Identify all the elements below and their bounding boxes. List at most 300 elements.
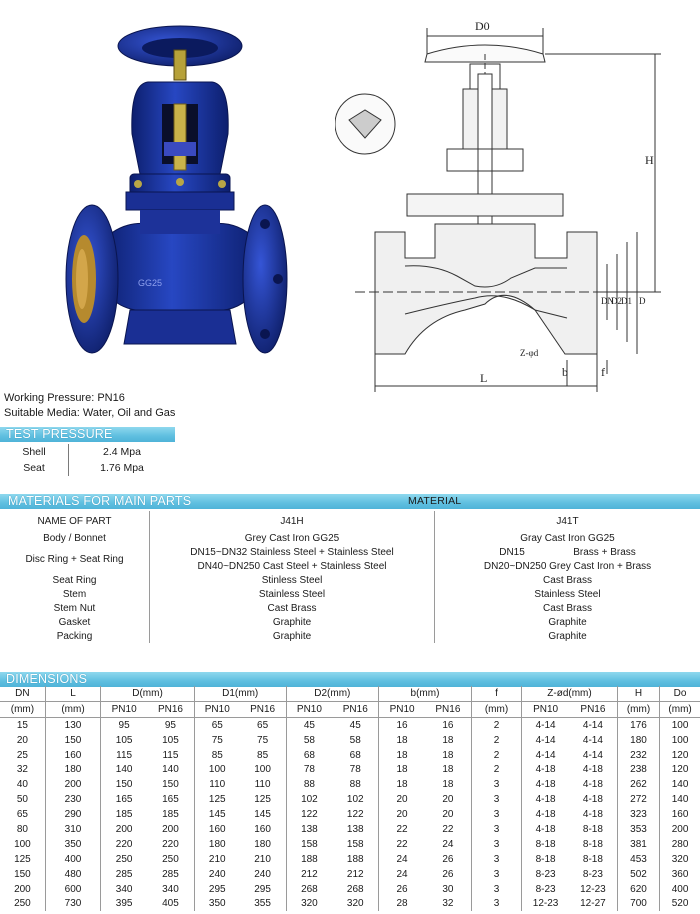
dim-cell: 2	[471, 733, 521, 748]
dim-cell: 310	[45, 822, 100, 837]
dimensions-row	[0, 822, 700, 837]
dim-subheader-cell: (mm)	[660, 701, 700, 717]
dim-cell: 240	[194, 867, 239, 882]
dim-cell: 58	[349, 734, 361, 746]
dim-cell: 158	[346, 838, 364, 850]
dim-cell: 280	[660, 837, 700, 852]
material-j41t-size: DN15	[499, 546, 525, 558]
dim-cell: 3	[471, 867, 521, 882]
dim-cell: 4-14	[522, 733, 569, 748]
dim-cell: 600	[45, 882, 100, 897]
dim-cell: 4-18	[522, 792, 569, 807]
dim-cell: 65	[194, 717, 239, 732]
drawing-label-f: f	[601, 365, 605, 379]
dimensions-row	[0, 896, 700, 911]
dim-cell: 18	[379, 777, 425, 792]
dim-cell: 180	[194, 837, 239, 852]
dim-cell: 8-18	[582, 853, 603, 865]
dim-cell: 26	[442, 853, 454, 865]
dim-cell: 285	[162, 868, 179, 880]
dimensions-row	[0, 867, 700, 882]
test-pressure-row	[0, 460, 175, 476]
dim-subheader-cell: PN10	[194, 701, 239, 717]
dimensions-row	[0, 882, 700, 897]
dim-cell: 12-23	[580, 883, 606, 895]
dim-cell: 250	[101, 852, 147, 867]
dim-cell: 165	[162, 794, 179, 806]
dimensions-row	[0, 852, 700, 867]
dim-cell: 16	[379, 717, 425, 732]
material-j41h: Stainless Steel	[150, 587, 435, 601]
dim-cell: 32	[442, 898, 454, 910]
dim-cell: 220	[101, 837, 147, 852]
material-j41h: Stinless Steel	[150, 573, 435, 587]
dim-cell: 340	[101, 882, 147, 897]
dim-cell: 212	[286, 867, 332, 882]
dim-cell: 58	[286, 733, 332, 748]
materials-header-row	[0, 511, 700, 531]
part-name: Stem	[0, 587, 150, 601]
dim-cell: 160	[194, 822, 239, 837]
dim-cell: 105	[101, 733, 147, 748]
dim-cell: 85	[257, 749, 269, 761]
material-header: MATERIAL	[408, 495, 462, 507]
dim-cell: 32	[16, 764, 28, 776]
dim-cell: 200	[162, 823, 179, 835]
dim-cell: 18	[442, 749, 454, 761]
dim-cell: 220	[162, 838, 179, 850]
dim-cell: 45	[286, 717, 332, 732]
dim-cell: 210	[254, 853, 271, 865]
dim-cell: 145	[194, 807, 239, 822]
dimensions-row	[0, 837, 700, 852]
dim-cell: 100	[14, 838, 31, 850]
dim-cell: 12-23	[522, 896, 569, 911]
material-j41h: Graphite	[150, 629, 435, 643]
dim-cell: 340	[162, 883, 179, 895]
dim-cell: 26	[379, 882, 425, 897]
dim-cell: 4-14	[582, 749, 603, 761]
col-z: Z-ød(mm)	[522, 686, 618, 701]
test-pressure-title: TEST PRESSURE	[6, 427, 113, 441]
dim-subheader-cell: PN16	[332, 701, 378, 717]
dim-cell: 700	[617, 896, 659, 911]
dim-cell: 160	[45, 748, 100, 763]
dimensions-row	[0, 748, 700, 763]
test-pressure-table	[0, 444, 175, 476]
dim-cell: 185	[101, 807, 147, 822]
dim-cell: 4-18	[582, 764, 603, 776]
dimensions-table	[0, 686, 700, 911]
dim-cell: 200	[101, 822, 147, 837]
dim-cell: 78	[286, 762, 332, 777]
dimensions-row	[0, 777, 700, 792]
dim-subheader-cell: (mm)	[471, 701, 521, 717]
dim-cell: 320	[660, 852, 700, 867]
drawing-label-l: L	[480, 371, 488, 385]
dim-cell: 520	[660, 896, 700, 911]
dim-subheader-cell: PN16	[240, 701, 286, 717]
dim-cell: 250	[162, 853, 179, 865]
dim-cell: 272	[617, 792, 659, 807]
dim-cell: 200	[45, 777, 100, 792]
materials-row	[0, 545, 700, 559]
dim-cell: 3	[471, 792, 521, 807]
dim-cell: 140	[660, 777, 700, 792]
dim-cell: 2	[471, 717, 521, 732]
dim-cell: 238	[617, 762, 659, 777]
dim-cell: 180	[45, 762, 100, 777]
dim-cell: 138	[286, 822, 332, 837]
dim-cell: 158	[286, 837, 332, 852]
dim-subheader-cell: (mm)	[0, 701, 45, 717]
dim-cell: 320	[346, 898, 364, 910]
dim-cell: 3	[471, 852, 521, 867]
drawing-label-d0: D0	[475, 19, 490, 33]
drawing-label-d1: D1	[621, 296, 632, 306]
dim-cell: 120	[660, 748, 700, 763]
dim-cell: 200	[14, 883, 31, 895]
part-name: Seat Ring	[0, 573, 150, 587]
tp-shell-value: 2.4 Mpa	[103, 446, 141, 458]
dim-cell: 24	[379, 867, 425, 882]
dim-cell: 95	[101, 717, 147, 732]
dim-cell: 75	[257, 734, 269, 746]
drawing-label-b: b	[562, 365, 568, 379]
col-b: b(mm)	[379, 686, 472, 701]
dim-cell: 320	[286, 896, 332, 911]
dim-cell: 45	[349, 719, 361, 731]
dim-cell: 18	[379, 762, 425, 777]
material-j41t: Graphite	[548, 616, 587, 628]
dim-cell: 3	[471, 822, 521, 837]
dim-cell: 18	[379, 733, 425, 748]
materials-row	[0, 531, 700, 545]
body-marking: GG25	[138, 278, 163, 288]
working-pressure-text: Working Pressure: PN16	[4, 392, 125, 404]
dim-cell: 4-14	[582, 719, 603, 731]
dim-cell: 110	[194, 777, 239, 792]
name-of-part-header: NAME OF PART	[0, 511, 150, 531]
dim-cell: 85	[194, 748, 239, 763]
dim-subheader-cell: (mm)	[45, 701, 100, 717]
material-j41t-pair	[437, 547, 698, 558]
dim-cell: 102	[346, 794, 364, 806]
dim-cell: 230	[45, 792, 100, 807]
dim-cell: 160	[660, 807, 700, 822]
part-name: Gasket	[0, 615, 150, 629]
tp-seat-value: 1.76 Mpa	[100, 462, 144, 474]
dim-cell: 20	[442, 794, 454, 806]
dim-cell: 24	[442, 838, 454, 850]
dim-cell: 4-18	[582, 809, 603, 821]
suitable-media-text: Suitable Media: Water, Oil and Gas	[4, 407, 176, 419]
dim-cell: 15	[16, 719, 28, 731]
material-j41h: DN40~DN250 Cast Steel + Stainless Steel	[150, 559, 435, 573]
dim-subheader-cell: PN16	[147, 701, 194, 717]
dim-cell: 323	[617, 807, 659, 822]
dim-cell: 268	[346, 883, 364, 895]
dim-cell: 381	[617, 837, 659, 852]
dim-cell: 18	[442, 764, 454, 776]
dim-cell: 75	[194, 733, 239, 748]
model-j41h: J41H	[150, 511, 435, 531]
dim-cell: 150	[45, 733, 100, 748]
materials-row	[0, 615, 700, 629]
col-d2: D2(mm)	[286, 686, 379, 701]
dim-cell: 78	[349, 764, 361, 776]
dim-cell: 2	[471, 748, 521, 763]
dim-cell: 4-18	[522, 777, 569, 792]
material-j41h: Graphite	[150, 615, 435, 629]
dim-cell: 360	[660, 867, 700, 882]
part-name: Disc Ring + Seat Ring	[0, 545, 150, 573]
drawing-label-d2: D2	[611, 296, 622, 306]
dim-cell: 18	[442, 734, 454, 746]
dim-cell: 140	[660, 792, 700, 807]
drawing-label-z: Z-φd	[520, 348, 539, 358]
dim-cell: 95	[164, 719, 176, 731]
dim-cell: 502	[617, 867, 659, 882]
dim-cell: 295	[254, 883, 271, 895]
dim-cell: 65	[257, 719, 269, 731]
dim-cell: 4-18	[522, 822, 569, 837]
dim-cell: 145	[254, 809, 271, 821]
dim-cell: 8-23	[522, 867, 569, 882]
dim-cell: 125	[254, 794, 271, 806]
dim-cell: 3	[471, 807, 521, 822]
dim-subheader-cell: PN16	[569, 701, 617, 717]
dim-cell: 2	[471, 762, 521, 777]
dim-cell: 405	[162, 898, 179, 910]
dim-cell: 24	[379, 852, 425, 867]
drawing-label-h: H	[645, 153, 654, 167]
material-j41t: Stainless Steel	[534, 588, 601, 600]
dim-cell: 18	[442, 779, 454, 791]
dim-cell: 8-18	[582, 838, 603, 850]
dimensions-row	[0, 717, 700, 732]
dim-subheader-cell: (mm)	[617, 701, 659, 717]
dim-cell: 65	[16, 809, 28, 821]
material-j41t: Cast Brass	[543, 574, 592, 586]
materials-row	[0, 601, 700, 615]
dim-cell: 4-18	[582, 794, 603, 806]
model-j41t: J41T	[556, 515, 579, 527]
dim-cell: 12-27	[580, 898, 606, 910]
dim-cell: 730	[45, 896, 100, 911]
dim-cell: 353	[617, 822, 659, 837]
dim-cell: 180	[617, 733, 659, 748]
dim-cell: 50	[16, 794, 28, 806]
dim-cell: 4-14	[582, 734, 603, 746]
dim-subheader-cell: PN16	[425, 701, 471, 717]
dim-cell: 22	[379, 837, 425, 852]
dim-cell: 130	[45, 717, 100, 732]
materials-table	[0, 511, 700, 643]
dimensions-banner	[0, 672, 700, 687]
dim-cell: 210	[194, 852, 239, 867]
dim-cell: 4-18	[522, 807, 569, 822]
material-j41t: Gray Cast Iron GG25	[520, 532, 615, 544]
part-name: Body / Bonnet	[0, 531, 150, 545]
dim-cell: 8-23	[522, 882, 569, 897]
dim-cell: 185	[162, 809, 179, 821]
drawing-label-d: D	[639, 296, 646, 306]
dim-cell: 125	[194, 792, 239, 807]
dim-cell: 3	[471, 837, 521, 852]
dim-cell: 3	[471, 777, 521, 792]
dim-cell: 138	[346, 823, 364, 835]
drawing-label-dn: DN	[601, 296, 614, 306]
dim-cell: 188	[286, 852, 332, 867]
dimensions-row	[0, 807, 700, 822]
material-j41t-material: Brass + Brass	[573, 546, 636, 558]
dim-cell: 200	[660, 822, 700, 837]
dim-cell: 88	[286, 777, 332, 792]
part-name: Packing	[0, 629, 150, 643]
dim-cell: 285	[101, 867, 147, 882]
dim-cell: 40	[16, 779, 28, 791]
dim-cell: 140	[162, 764, 179, 776]
material-j41t: DN20~DN250 Grey Cast Iron + Brass	[483, 560, 652, 572]
material-j41h: Grey Cast Iron GG25	[150, 531, 435, 545]
dim-cell: 20	[379, 807, 425, 822]
dim-cell: 120	[660, 762, 700, 777]
dim-cell: 100	[660, 733, 700, 748]
dim-cell: 110	[254, 779, 271, 791]
dimensions-subheader-row	[0, 701, 700, 717]
dim-cell: 180	[254, 838, 271, 850]
dim-cell: 18	[379, 748, 425, 763]
dim-cell: 240	[254, 868, 271, 880]
dim-cell: 3	[471, 896, 521, 911]
dim-cell: 355	[254, 898, 271, 910]
dim-cell: 150	[14, 868, 31, 880]
dim-cell: 20	[442, 809, 454, 821]
dimensions-title: DIMENSIONS	[6, 672, 88, 686]
dim-cell: 480	[45, 867, 100, 882]
dim-cell: 176	[617, 717, 659, 732]
dim-cell: 140	[101, 762, 147, 777]
dim-cell: 350	[45, 837, 100, 852]
tp-shell-label: Shell	[0, 444, 69, 460]
dim-cell: 453	[617, 852, 659, 867]
dim-cell: 150	[101, 777, 147, 792]
dimensions-header-row	[0, 686, 700, 701]
material-j41h: Cast Brass	[150, 601, 435, 615]
materials-row	[0, 573, 700, 587]
dim-cell: 22	[379, 822, 425, 837]
dim-cell: 212	[346, 868, 364, 880]
dim-cell: 115	[101, 748, 147, 763]
dimensions-row	[0, 792, 700, 807]
material-j41h: DN15~DN32 Stainless Steel + Stainless Steel	[150, 545, 435, 559]
dim-cell: 232	[617, 748, 659, 763]
col-d: D(mm)	[101, 686, 195, 701]
dim-cell: 250	[14, 898, 31, 910]
materials-row	[0, 587, 700, 601]
dim-subheader-cell: PN10	[286, 701, 332, 717]
dim-cell: 8-18	[582, 823, 603, 835]
dim-cell: 20	[16, 734, 28, 746]
col-do: Do	[660, 686, 700, 701]
dim-cell: 262	[617, 777, 659, 792]
dim-cell: 105	[162, 734, 179, 746]
material-j41t: Graphite	[548, 630, 587, 642]
dim-cell: 4-18	[522, 762, 569, 777]
dim-cell: 400	[660, 882, 700, 897]
dim-cell: 100	[254, 764, 271, 776]
dim-cell: 122	[346, 809, 364, 821]
dim-cell: 150	[162, 779, 179, 791]
dimensions-body	[0, 717, 700, 911]
dim-cell: 4-18	[582, 779, 603, 791]
dim-cell: 125	[14, 853, 31, 865]
dim-cell: 100	[194, 762, 239, 777]
dim-cell: 295	[194, 882, 239, 897]
dim-cell: 68	[349, 749, 361, 761]
col-d1: D1(mm)	[194, 686, 286, 701]
valve-cross-section-drawing	[335, 14, 695, 392]
dim-cell: 122	[286, 807, 332, 822]
dim-subheader-cell: PN10	[379, 701, 425, 717]
dim-cell: 350	[194, 896, 239, 911]
dim-cell: 8-23	[582, 868, 603, 880]
dim-cell: 165	[101, 792, 147, 807]
col-h: H	[617, 686, 659, 701]
dim-cell: 188	[346, 853, 364, 865]
dim-cell: 395	[101, 896, 147, 911]
materials-row	[0, 629, 700, 643]
dim-cell: 8-18	[522, 852, 569, 867]
dim-cell: 160	[254, 823, 271, 835]
dim-cell: 26	[442, 868, 454, 880]
materials-banner	[0, 494, 700, 509]
dim-cell: 68	[286, 748, 332, 763]
col-dn: DN	[0, 686, 45, 701]
dim-subheader-cell: PN10	[522, 701, 569, 717]
dim-cell: 80	[16, 823, 28, 835]
test-pressure-row	[0, 444, 175, 460]
dim-cell: 400	[45, 852, 100, 867]
dim-cell: 30	[442, 883, 454, 895]
dim-cell: 115	[162, 749, 179, 761]
dim-cell: 100	[660, 717, 700, 732]
dim-cell: 16	[442, 719, 454, 731]
dim-cell: 4-14	[522, 748, 569, 763]
dim-cell: 102	[286, 792, 332, 807]
materials-title: MATERIALS FOR MAIN PARTS	[8, 494, 192, 508]
dim-cell: 25	[16, 749, 28, 761]
dim-cell: 8-18	[522, 837, 569, 852]
dimensions-row	[0, 733, 700, 748]
dim-cell: 3	[471, 882, 521, 897]
dim-subheader-cell: PN10	[101, 701, 147, 717]
part-name: Stem Nut	[0, 601, 150, 615]
dim-cell: 268	[286, 882, 332, 897]
col-f: f	[471, 686, 521, 701]
dim-cell: 28	[379, 896, 425, 911]
material-j41t	[435, 545, 700, 559]
dim-cell: 290	[45, 807, 100, 822]
tp-seat-label: Seat	[0, 460, 69, 476]
col-l: L	[45, 686, 100, 701]
test-pressure-banner	[0, 427, 175, 442]
dim-cell: 88	[349, 779, 361, 791]
dim-cell: 22	[442, 823, 454, 835]
material-j41t: Cast Brass	[543, 602, 592, 614]
dimensions-row	[0, 762, 700, 777]
